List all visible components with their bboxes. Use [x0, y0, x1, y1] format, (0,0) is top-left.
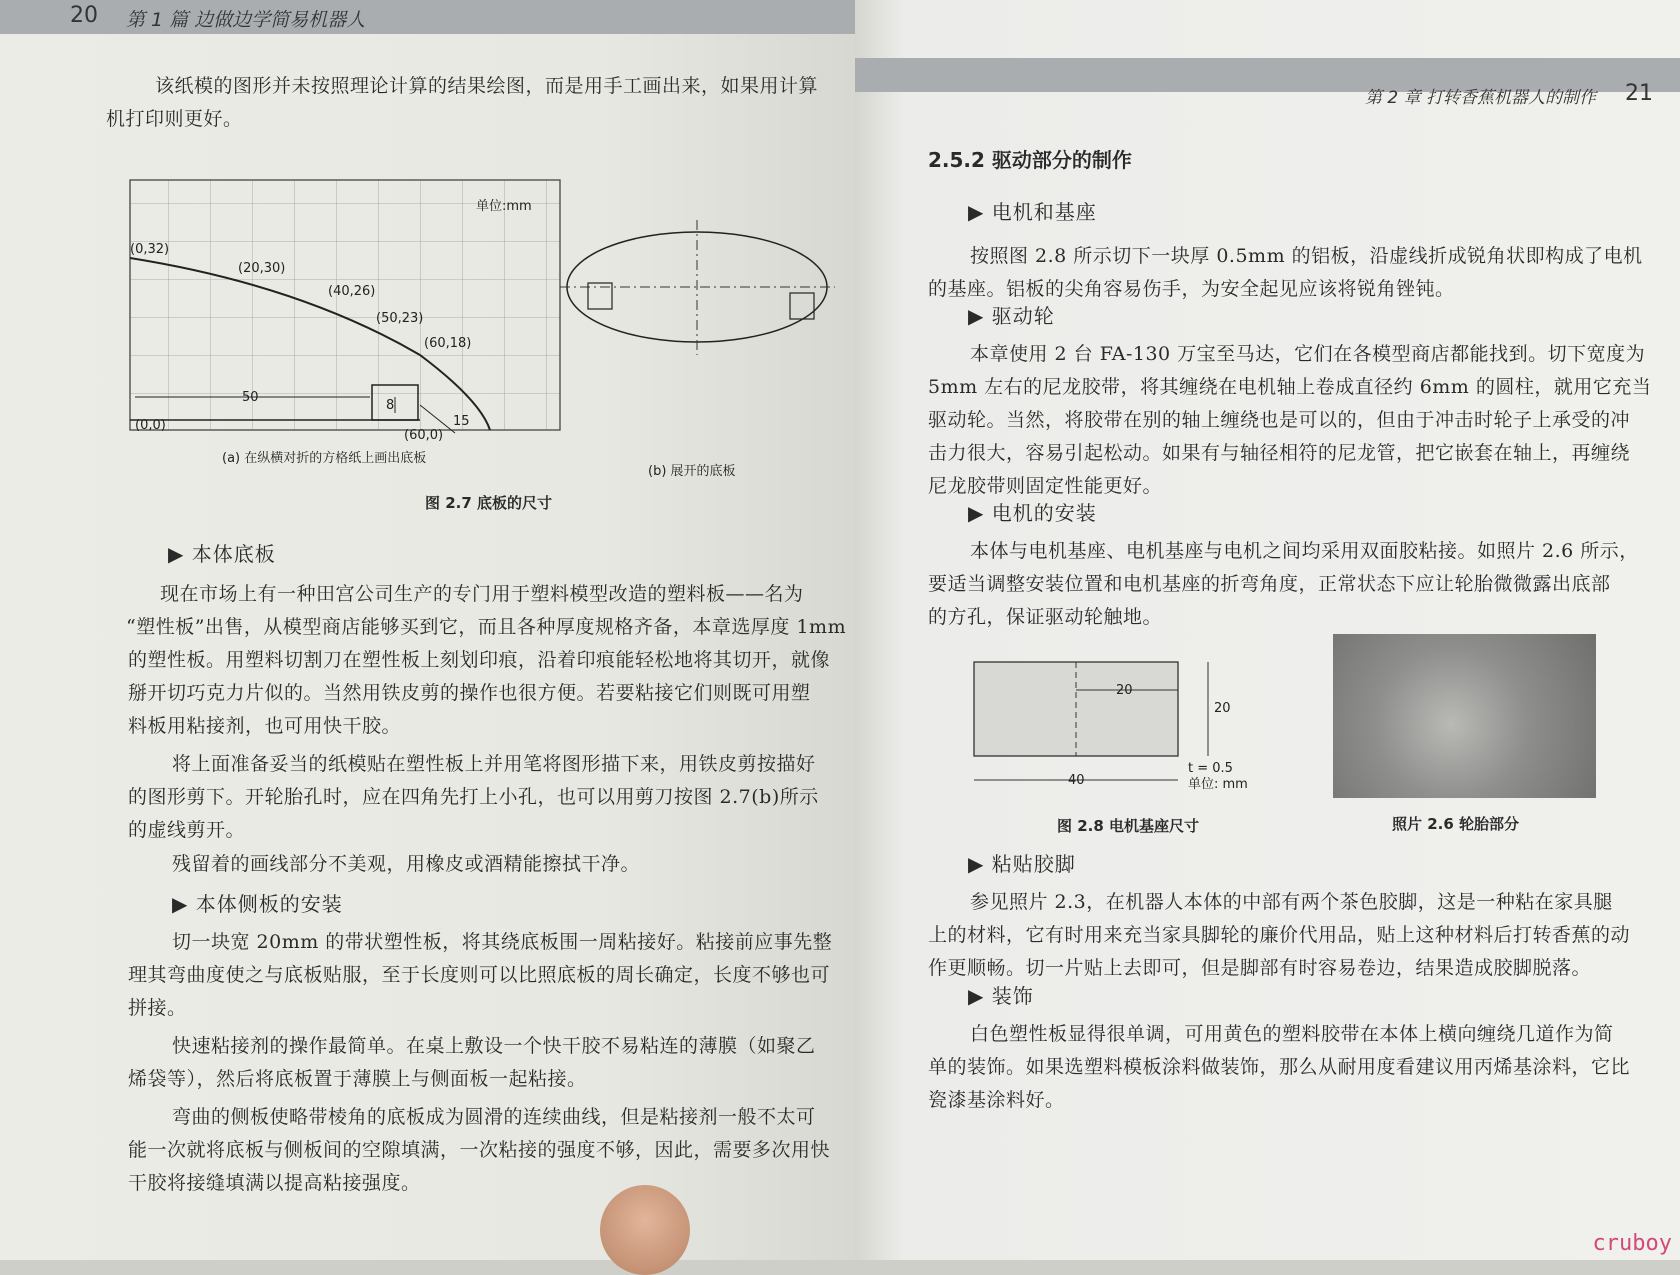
- p4-line-3: 拼接。: [128, 997, 187, 1019]
- p6-line-2: 能一次就将底板与侧板间的空隙填满，一次粘接的强度不够，因此，需要多次用快: [128, 1139, 831, 1161]
- caption-b: (b) 展开的底板: [648, 464, 736, 479]
- r-p2-line-3: 驱动轮。当然，将胶带在别的轴上缠绕也是可以的，但由于冲击时轮子上承受的冲: [928, 409, 1631, 431]
- r-p1-line-2: 的基座。铝板的尖角容易伤手，为安全起见应该将锐角锉钝。: [928, 278, 1455, 300]
- r-p3-line-1: 本体与电机基座、电机基座与电机之间均采用双面胶粘接。如照片 2.6 所示，: [970, 540, 1639, 562]
- r-p5-line-1: 白色塑性板显得很单调，可用黄色的塑料胶带在本体上横向缠绕几道作为简: [970, 1023, 1614, 1045]
- grid-paper: [130, 180, 560, 430]
- subheading-motor-base: ▶ 电机和基座: [968, 200, 1097, 224]
- photo-wheel: [1333, 634, 1596, 798]
- watermark: cruboy: [1592, 1231, 1672, 1256]
- right-running-title: 第 2 章 打转香蕉机器人的制作: [1365, 88, 1597, 108]
- subheading-feet: ▶ 粘贴胶脚: [968, 852, 1076, 876]
- p2-line-1: 将上面准备妥当的纸模贴在塑性板上并用笔将图形描下来，用铁皮剪按描好: [172, 753, 816, 775]
- r-p2-line-4: 击力很大，容易引起松动。如果有与轴径相符的尼龙管，把它嵌套在轴上，再缠绕: [928, 442, 1631, 464]
- p1-line-4: 掰开切巧克力片似的。当然用铁皮剪的操作也很方便。若要粘接它们则既可用塑: [128, 682, 811, 704]
- p1-line-3: 的塑性板。用塑料切割刀在塑性板上刻划印痕，沿着印痕能轻松地将其切开，就像: [128, 649, 831, 671]
- dim-50: 50: [242, 390, 259, 405]
- intro-line-1: 该纸模的图形并未按照理论计算的结果绘图，而是用手工画出来，如果用计算: [155, 75, 819, 97]
- r-p2-line-1: 本章使用 2 台 FA-130 万宝至马达，它们在各模型商店都能找到。切下宽度为: [970, 343, 1646, 365]
- point-40-26: (40,26): [328, 284, 376, 299]
- dim-20-v: 20: [1214, 701, 1231, 716]
- p1-line-1: 现在市场上有一种田宫公司生产的专门用于塑料模型改造的塑料板——名为: [160, 583, 804, 605]
- left-running-title: 第 1 篇 边做边学简易机器人: [126, 9, 366, 31]
- p1-line-5: 料板用粘接剂，也可用快干胶。: [128, 715, 402, 737]
- p1-line-2: “塑性板”出售，从模型商店能够买到它，而且各种厚度规格齐备，本章选厚度 1mm: [126, 616, 847, 638]
- p6-line-1: 弯曲的侧板使略带棱角的底板成为圆滑的连续曲线，但是粘接剂一般不太可: [172, 1106, 816, 1128]
- r-p4-line-3: 作更顺畅。切一片贴上去即可，但是脚部有时容易卷边，结果造成胶脚脱落。: [928, 957, 1592, 979]
- figure-2-8-title: 图 2.8 电机基座尺寸: [1057, 817, 1200, 835]
- figure-2-7: [0, 165, 855, 510]
- p5-line-2: 烯袋等），然后将底板置于薄膜上与侧面板一起粘接。: [128, 1068, 587, 1090]
- photo-2-6-caption: 照片 2.6 轮胎部分: [1392, 815, 1520, 833]
- p2-line-2: 的图形剪下。开轮胎孔时，应在四角先打上小孔，也可以用剪刀按图 2.7(b)所示: [128, 786, 819, 808]
- dim-40: 40: [1068, 773, 1085, 788]
- point-20-30: (20,30): [238, 261, 286, 276]
- r-p2-line-2: 5mm 左右的尼龙胶带，将其缠绕在电机轴上卷成直径约 6mm 的圆柱，就用它充当: [928, 376, 1652, 398]
- point-origin: (0,0): [135, 418, 166, 433]
- left-page-number: 20: [70, 3, 98, 28]
- unit-mm: 单位: mm: [1188, 777, 1248, 792]
- point-60-18: (60,18): [424, 336, 472, 351]
- subheading-motor-mount: ▶ 电机的安装: [968, 501, 1097, 525]
- point-0-32: (0,32): [130, 242, 170, 257]
- r-p5-line-2: 单的装饰。如果选塑料模板涂料做装饰，那么从耐用度看建议用丙烯基涂料，它比: [928, 1056, 1631, 1078]
- p4-line-1: 切一块宽 20mm 的带状塑性板，将其绕底板围一周粘接好。粘接前应事先整: [172, 931, 833, 953]
- p3-line-1: 残留着的画线部分不美观，用橡皮或酒精能擦拭干净。: [172, 853, 641, 875]
- point-50-23: (50,23): [376, 311, 424, 326]
- dim-8: 8: [386, 398, 395, 413]
- r-p4-line-1: 参见照片 2.3，在机器人本体的中部有两个茶色胶脚，这是一种粘在家具腿: [970, 891, 1613, 913]
- section-heading: 2.5.2 驱动部分的制作: [928, 148, 1132, 172]
- r-p1-line-1: 按照图 2.8 所示切下一块厚 0.5mm 的铝板，沿虚线折成锐角状即构成了电机: [970, 245, 1643, 267]
- p5-line-1: 快速粘接剂的操作最简单。在桌上敷设一个快干胶不易粘连的薄膜（如聚乙: [172, 1035, 816, 1057]
- figure-2-8: [960, 650, 1248, 800]
- dim-15: 15: [453, 414, 470, 429]
- thickness: t = 0.5: [1188, 761, 1233, 776]
- subheading-bottom-board: ▶ 本体底板: [168, 542, 276, 566]
- figure-2-7-title: 图 2.7 底板的尺寸: [425, 494, 553, 512]
- right-page-number: 21: [1625, 81, 1653, 106]
- p6-line-3: 干胶将接缝填满以提高粘接强度。: [128, 1172, 421, 1194]
- dim-20-h: 20: [1116, 683, 1133, 698]
- caption-a: (a) 在纵横对折的方格纸上画出底板: [222, 451, 427, 466]
- r-p5-line-3: 瓷漆基涂料好。: [928, 1089, 1065, 1111]
- unit-label: 单位:mm: [476, 199, 532, 214]
- r-p3-line-2: 要适当调整安装位置和电机基座的折弯角度，正常状态下应让轮胎微微露出底部: [928, 573, 1611, 595]
- subheading-side-panel: ▶ 本体侧板的安装: [172, 892, 343, 916]
- hole-right: [790, 293, 814, 319]
- p4-line-2: 理其弯曲度使之与底板贴服，至于长度则可以比照底板的周长确定，长度不够也可: [128, 964, 831, 986]
- r-p4-line-2: 上的材料，它有时用来充当家具脚轮的廉价代用品，贴上这种材料后打转香蕉的动: [928, 924, 1631, 946]
- r-p2-line-5: 尼龙胶带则固定性能更好。: [928, 475, 1163, 497]
- thumb: [600, 1185, 690, 1275]
- subheading-drive-wheel: ▶ 驱动轮: [968, 304, 1055, 328]
- p2-line-3: 的虚线剪开。: [128, 819, 246, 841]
- subheading-decoration: ▶ 装饰: [968, 984, 1034, 1008]
- intro-line-2: 机打印则更好。: [106, 108, 243, 130]
- r-p3-line-3: 的方孔，保证驱动轮触地。: [928, 606, 1163, 628]
- point-60-0: (60,0): [404, 428, 444, 443]
